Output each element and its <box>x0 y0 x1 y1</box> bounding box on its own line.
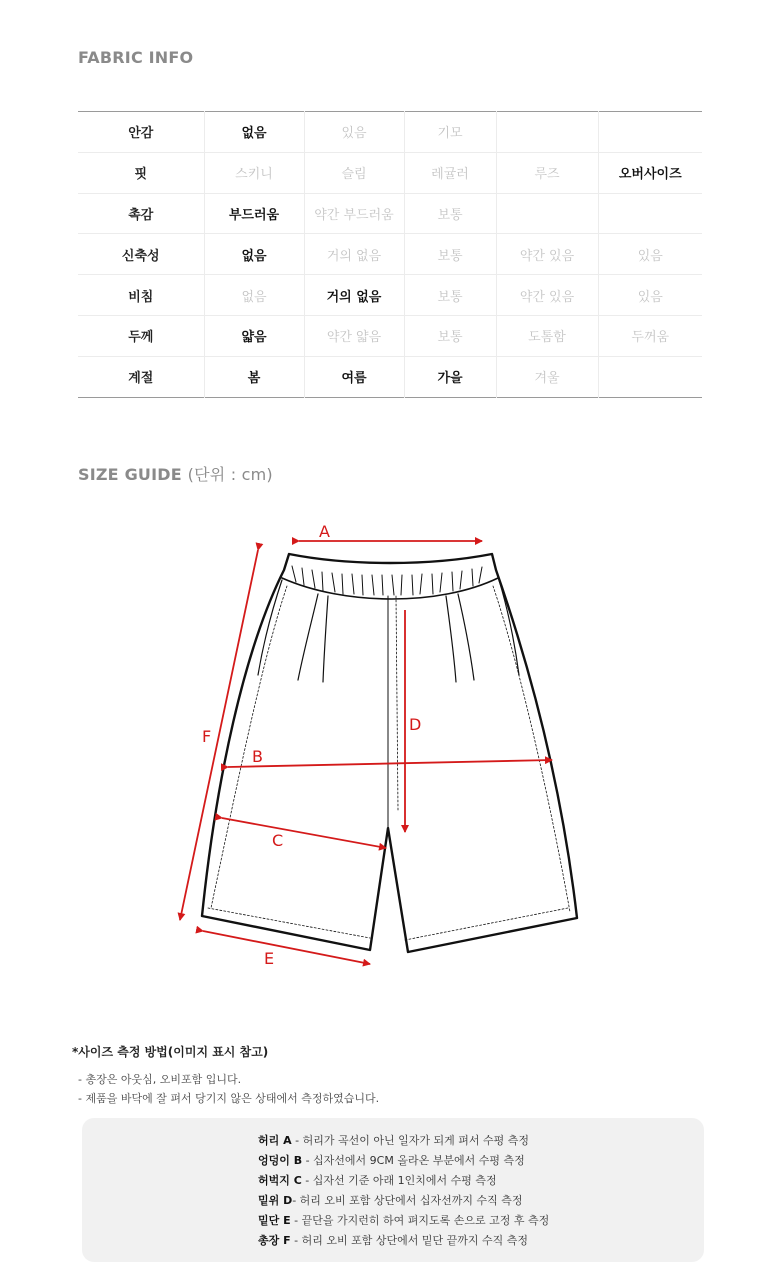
fabric-option: 없음 <box>204 234 304 275</box>
arrow-f <box>180 550 258 920</box>
size-guide-title <box>78 462 273 485</box>
fabric-option: 두꺼움 <box>598 315 702 356</box>
measure-line-a: 허리 A - 허리가 곡선이 아닌 일자가 되게 펴서 수평 측정 <box>258 1134 529 1147</box>
size-guide-heading: SIZE GUIDE <box>78 465 182 484</box>
fabric-row <box>78 275 702 316</box>
fabric-row <box>78 234 702 275</box>
fabric-option <box>598 356 702 397</box>
measure-line-f: 총장 F - 허리 오비 포함 상단에서 밑단 끝까지 수직 측정 <box>258 1234 528 1247</box>
fabric-option: 기모 <box>404 112 496 153</box>
fabric-row-label: 비침 <box>78 275 204 316</box>
fabric-option: 보통 <box>404 315 496 356</box>
fabric-row-label: 신축성 <box>78 234 204 275</box>
arrow-b <box>228 760 552 767</box>
pleat-right-2 <box>446 596 456 682</box>
stitch-line-right <box>493 586 570 912</box>
fabric-option: 약간 얇음 <box>304 315 404 356</box>
note-line: - 제품을 바닥에 잘 펴서 당기지 않은 상태에서 측정하였습니다. <box>78 1092 380 1105</box>
label-d: D <box>409 715 422 734</box>
waistband-bottom-line <box>282 578 498 599</box>
fabric-option <box>598 112 702 153</box>
fabric-option: 봄 <box>204 356 304 397</box>
fabric-option <box>598 193 702 234</box>
fabric-option: 부드러움 <box>204 193 304 234</box>
fabric-option: 보통 <box>404 234 496 275</box>
measure-line-d: 밑위 D- 허리 오비 포함 상단에서 십자선까지 수직 측정 <box>258 1194 523 1207</box>
fabric-row-label: 두께 <box>78 315 204 356</box>
fabric-option: 레귤러 <box>404 152 496 193</box>
fabric-option: 있음 <box>598 234 702 275</box>
measurement-guide-box <box>82 1118 704 1262</box>
notes-title: *사이즈 측정 방법(이미지 표시 참고) <box>72 1045 269 1059</box>
fabric-option: 없음 <box>204 275 304 316</box>
label-e: E <box>264 949 275 968</box>
pleat-left-1 <box>298 594 318 680</box>
fly-stitch <box>396 596 398 810</box>
fabric-row-label: 핏 <box>78 152 204 193</box>
fabric-option: 가을 <box>404 356 496 397</box>
fabric-option: 겨울 <box>496 356 598 397</box>
fabric-info-table <box>78 111 702 398</box>
fabric-option: 거의 없음 <box>304 234 404 275</box>
fabric-row <box>78 152 702 193</box>
fabric-row <box>78 112 702 153</box>
fabric-option: 보통 <box>404 193 496 234</box>
label-a: A <box>319 522 330 541</box>
label-c: C <box>272 831 284 850</box>
fabric-row <box>78 315 702 356</box>
measure-line-c: 허벅지 C - 십자선 기준 아래 1인치에서 수평 측정 <box>258 1174 497 1187</box>
pleat-left-2 <box>323 596 328 682</box>
fabric-option: 있음 <box>598 275 702 316</box>
shorts-size-diagram <box>0 510 780 980</box>
fabric-option: 없음 <box>204 112 304 153</box>
note-line: - 총장은 아웃심, 오비포함 입니다. <box>78 1073 242 1086</box>
measure-line-b: 엉덩이 B - 십자선에서 9CM 올라온 부분에서 수평 측정 <box>258 1154 525 1167</box>
arrow-e <box>203 931 370 964</box>
fabric-option: 약간 있음 <box>496 275 598 316</box>
fabric-option: 약간 부드러움 <box>304 193 404 234</box>
fabric-option: 오버사이즈 <box>598 152 702 193</box>
measure-arrows <box>180 541 552 964</box>
fabric-option: 여름 <box>304 356 404 397</box>
measure-line-e: 밑단 E - 끝단을 가지런히 하여 펴지도록 손으로 고정 후 측정 <box>258 1214 550 1227</box>
fabric-row <box>78 193 702 234</box>
fabric-option: 보통 <box>404 275 496 316</box>
fabric-info-title: FABRIC INFO <box>78 48 194 67</box>
fabric-row <box>78 356 702 397</box>
fabric-row-label: 안감 <box>78 112 204 153</box>
fabric-option: 약간 있음 <box>496 234 598 275</box>
fabric-row-label: 계절 <box>128 371 154 387</box>
fabric-option: 있음 <box>304 112 404 153</box>
arrow-c <box>222 818 386 848</box>
fabric-option: 슬림 <box>304 152 404 193</box>
fabric-option: 얇음 <box>204 315 304 356</box>
fabric-option: 루즈 <box>496 152 598 193</box>
fabric-option: 거의 없음 <box>304 275 404 316</box>
fabric-option <box>496 193 598 234</box>
fabric-option: 스키니 <box>204 152 304 193</box>
fabric-row-label: 촉감 <box>78 193 204 234</box>
stitch-line-left <box>211 586 287 908</box>
pocket-left <box>258 580 282 675</box>
label-f: F <box>202 727 212 746</box>
pleat-right-1 <box>458 594 474 680</box>
label-b: B <box>252 747 263 766</box>
fabric-option: 도톰함 <box>496 315 598 356</box>
fabric-option <box>496 112 598 153</box>
size-guide-unit: (단위 : cm) <box>187 465 273 484</box>
